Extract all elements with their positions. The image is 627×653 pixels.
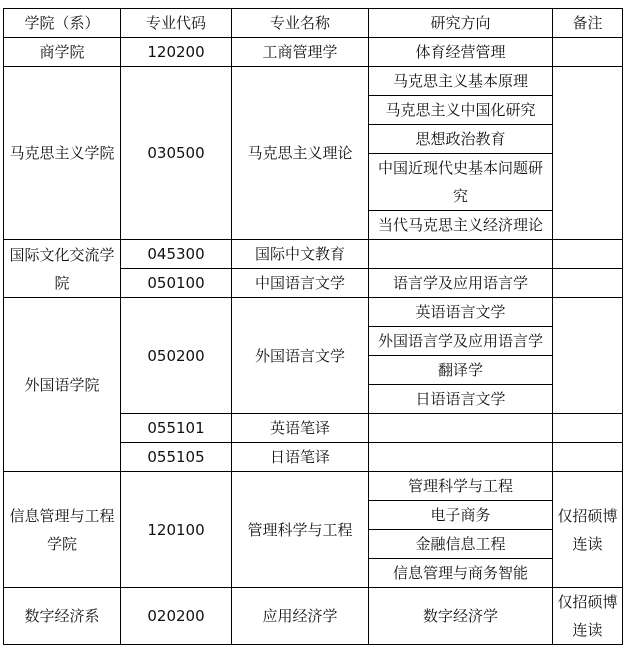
code-cell: 120200 xyxy=(121,38,232,67)
code-cell: 020200 xyxy=(121,588,232,645)
header-major: 专业名称 xyxy=(232,9,369,38)
note-cell xyxy=(553,240,623,269)
header-school: 学院（系） xyxy=(4,9,121,38)
note-cell xyxy=(553,298,623,414)
direction-cell: 思想政治教育 xyxy=(369,125,553,154)
direction-cell: 数字经济学 xyxy=(369,588,553,645)
direction-cell: 日语语言文学 xyxy=(369,385,553,414)
school-cell: 马克思主义学院 xyxy=(4,67,121,240)
header-note: 备注 xyxy=(553,9,623,38)
school-cell: 信息管理与工程学院 xyxy=(4,472,121,588)
school-cell: 国际文化交流学院 xyxy=(4,240,121,298)
direction-cell xyxy=(369,240,553,269)
direction-cell: 金融信息工程 xyxy=(369,530,553,559)
direction-cell: 马克思主义基本原理 xyxy=(369,67,553,96)
table-row xyxy=(4,38,623,67)
major-cell: 应用经济学 xyxy=(232,588,369,645)
direction-cell: 外国语言学及应用语言学 xyxy=(369,327,553,356)
note-cell xyxy=(553,38,623,67)
note-cell xyxy=(553,414,623,443)
major-cell: 中国语言文学 xyxy=(232,269,369,298)
direction-cell: 语言学及应用语言学 xyxy=(369,269,553,298)
direction-cell: 翻译学 xyxy=(369,356,553,385)
table-row xyxy=(4,67,623,96)
note-cell: 仅招硕博连读 xyxy=(553,588,623,645)
direction-cell: 管理科学与工程 xyxy=(369,472,553,501)
major-cell: 国际中文教育 xyxy=(232,240,369,269)
direction-cell: 信息管理与商务智能 xyxy=(369,559,553,588)
major-cell: 马克思主义理论 xyxy=(232,67,369,240)
major-cell: 工商管理学 xyxy=(232,38,369,67)
code-cell: 030500 xyxy=(121,67,232,240)
note-cell: 仅招硕博连读 xyxy=(553,472,623,588)
direction-cell: 体育经营管理 xyxy=(369,38,553,67)
table-row xyxy=(4,588,623,645)
code-cell: 055101 xyxy=(121,414,232,443)
major-cell: 英语笔译 xyxy=(232,414,369,443)
major-cell: 外国语言文学 xyxy=(232,298,369,414)
direction-cell xyxy=(369,443,553,472)
code-cell: 045300 xyxy=(121,240,232,269)
note-cell xyxy=(553,269,623,298)
direction-cell: 电子商务 xyxy=(369,501,553,530)
code-cell: 120100 xyxy=(121,472,232,588)
school-cell: 外国语学院 xyxy=(4,298,121,472)
code-cell: 050100 xyxy=(121,269,232,298)
note-cell xyxy=(553,443,623,472)
table-row xyxy=(4,240,623,269)
program-table xyxy=(3,8,623,645)
direction-cell: 中国近现代史基本问题研究 xyxy=(369,154,553,211)
major-cell: 日语笔译 xyxy=(232,443,369,472)
program-table-container xyxy=(3,8,623,645)
code-cell: 050200 xyxy=(121,298,232,414)
direction-cell: 英语语言文学 xyxy=(369,298,553,327)
header-row xyxy=(4,9,623,38)
school-cell: 商学院 xyxy=(4,38,121,67)
header-direction: 研究方向 xyxy=(369,9,553,38)
direction-cell: 马克思主义中国化研究 xyxy=(369,96,553,125)
school-cell: 数字经济系 xyxy=(4,588,121,645)
table-row xyxy=(4,298,623,327)
direction-cell xyxy=(369,414,553,443)
code-cell: 055105 xyxy=(121,443,232,472)
note-cell xyxy=(553,67,623,240)
table-row xyxy=(4,472,623,501)
major-cell: 管理科学与工程 xyxy=(232,472,369,588)
header-code: 专业代码 xyxy=(121,9,232,38)
direction-cell: 当代马克思主义经济理论 xyxy=(369,211,553,240)
